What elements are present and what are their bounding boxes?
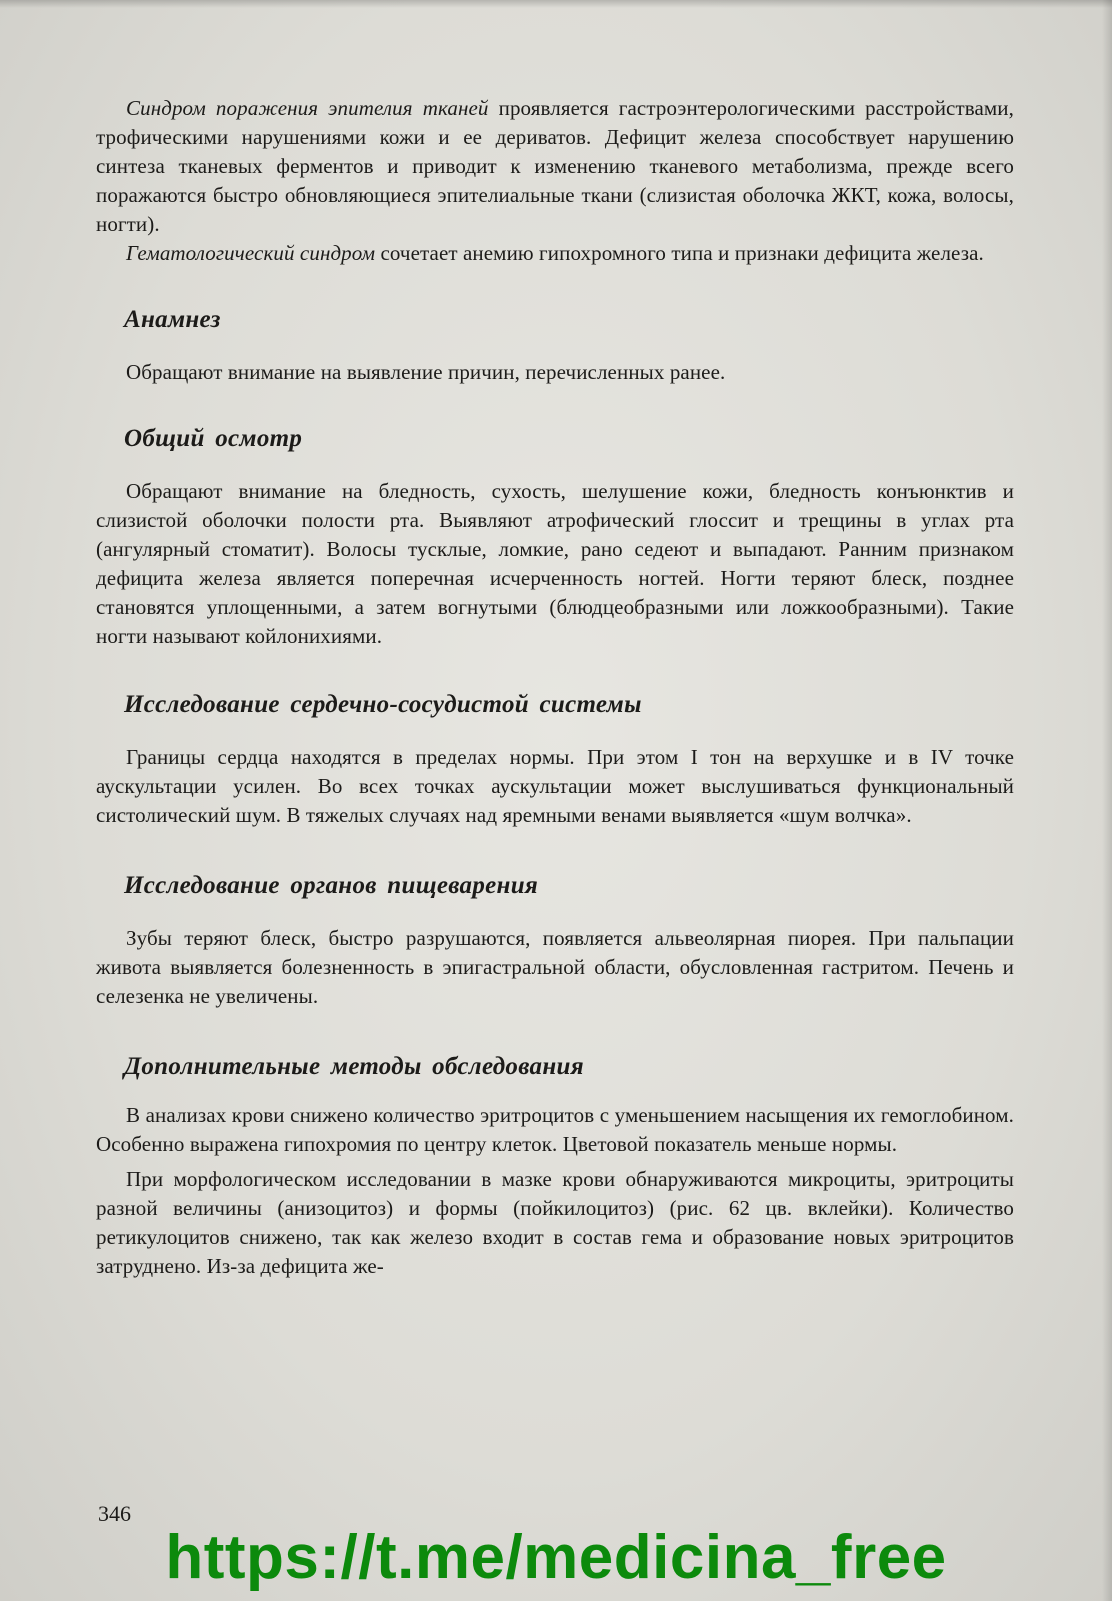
- paragraph-cardio: Границы сердца находятся в пределах нормы. При этом I тон на верхушке и в IV точке аускультации усилен. Во всех точках аускультации может выслушиваться функциональный систолический шум. В тяжелых случаях над яремными венами выявляется «шум волчка».: [96, 745, 1014, 827]
- heading-anamnesis: Анамнез: [124, 306, 221, 333]
- term-epithelium-syndrome: Синдром поражения эпителия тканей: [126, 96, 489, 120]
- paragraph-text: сочетает анемию гипохромного типа и признаки дефицита железа.: [375, 241, 984, 265]
- page-content: [96, 88, 1014, 1281]
- paragraph-digestive: Зубы теряют блеск, быстро разрушаются, появляется альвеолярная пиорея. При пальпации живота выявляется болезненность в эпигастральной области, обусловленная гастритом. Печень и селезенка не увеличены.: [96, 926, 1014, 1008]
- watermark-link: https://t.me/medicina_free: [165, 1523, 947, 1592]
- term-hematologic-syndrome: Гематологический синдром: [126, 241, 376, 265]
- paragraph-hematologic-syndrome: [96, 239, 1014, 268]
- page-top-shadow: [0, 0, 1112, 8]
- paragraph-epithelium-syndrome: [96, 94, 1014, 239]
- heading-additional: Дополнительные методы обследования: [124, 1053, 584, 1080]
- paragraph-text: проявляется гастроэнтерологическими расстройствами, трофическими нарушениями кожи и ее дериватов. Дефицит железа способствует нарушению синтеза тканевых ферментов и приводит к изменению тканевого метаболизма, прежде всего поражаются быстро обновляющиеся эпителиальные ткани (слизистая оболочка ЖКТ, кожа, волосы, ногти).: [96, 96, 1014, 236]
- paragraph-additional-1: В анализах крови снижено количество эритроцитов с уменьшением насыщения их гемоглобином. Особенно выражена гипохромия по центру клеток. Цветовой показатель меньше нормы.: [96, 1103, 1014, 1156]
- heading-digestive: Исследование органов пищеварения: [124, 872, 539, 899]
- page-right-shadow: [1102, 0, 1112, 1601]
- paragraph-anamnesis: Обращают внимание на выявление причин, перечисленных ранее.: [126, 360, 726, 384]
- page-number: 346: [98, 1501, 131, 1526]
- heading-cardio: Исследование сердечно-сосудистой системы: [124, 691, 642, 718]
- paragraph-general-exam: Обращают внимание на бледность, сухость, шелушение кожи, бледность конъюнктив и слизистой оболочки полости рта. Выявляют атрофический глоссит и трещины в углах рта (ангулярный стоматит). Волосы тусклые, ломкие, рано седеют и выпадают. Ранним признаком дефицита железа является поперечная исчерченность ногтей. Ногти теряют блеск, позднее становятся уплощенными, а затем вогнутыми (блюдцеобразными или ложкообразными). Такие ногти называют койлонихиями.: [96, 479, 1014, 648]
- heading-general-exam: Общий осмотр: [124, 425, 303, 452]
- paragraph-additional-2: При морфологическом исследовании в мазке крови обнаруживаются микроциты, эритроциты разной величины (анизоцитоз) и формы (пойкилоцитоз) (рис. 62 цв. вклейки). Количество ретикулоцитов снижено, так как железо входит в состав гема и образование новых эритроцитов затруднено. Из-за дефицита же-: [96, 1167, 1014, 1278]
